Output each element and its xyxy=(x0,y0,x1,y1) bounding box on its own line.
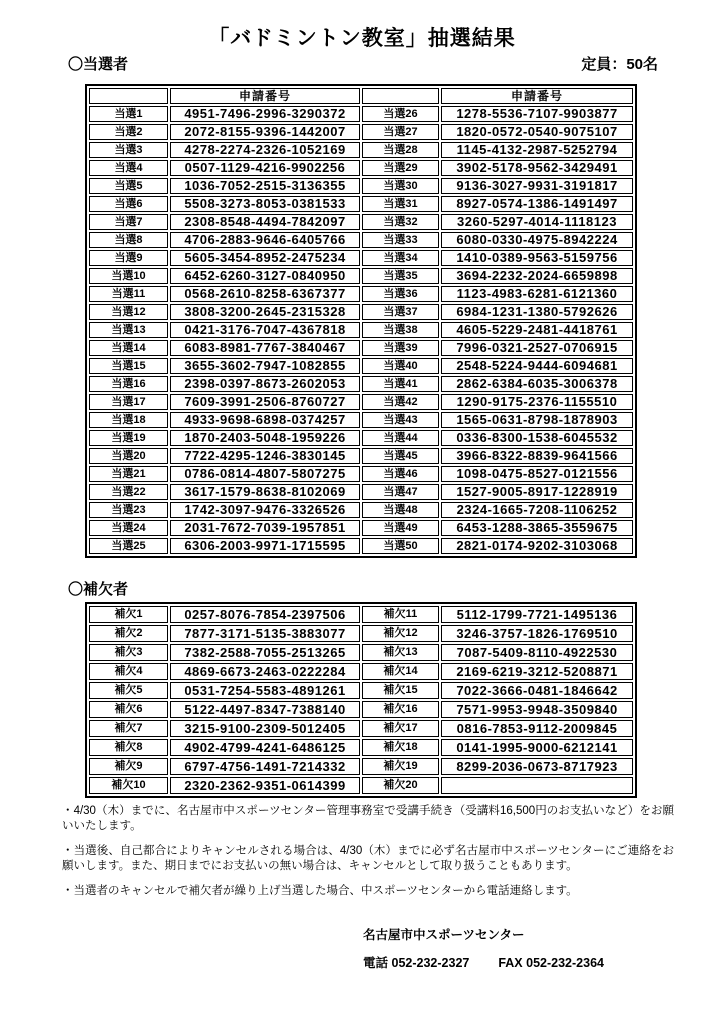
organization-name: 名古屋市中スポーツセンター xyxy=(363,928,525,942)
application-number-header: 申請番号 xyxy=(170,88,360,104)
winner-row xyxy=(89,142,633,158)
application-number-cell: 7877-3171-5135-3883077 xyxy=(170,625,360,642)
entry-label-cell: 補欠12 xyxy=(362,625,439,642)
application-number-cell: 5508-3273-8053-0381533 xyxy=(170,196,360,212)
application-number-cell: 2862-6384-6035-3006378 xyxy=(441,376,633,392)
entry-label-cell: 当選26 xyxy=(362,106,439,122)
winners-heading: 〇当選者 xyxy=(68,56,129,73)
entry-label-cell: 当選2 xyxy=(89,124,168,140)
entry-label-cell: 当選50 xyxy=(362,538,439,554)
entry-label-cell: 当選7 xyxy=(89,214,168,230)
winners-table xyxy=(85,84,637,558)
waitlist-row xyxy=(89,720,633,737)
footer-contact xyxy=(363,928,604,971)
waitlist-heading: 〇補欠者 xyxy=(68,581,129,598)
entry-label-cell: 当選47 xyxy=(362,484,439,500)
waitlist-row xyxy=(89,644,633,661)
application-number-cell: 4933-9698-6898-0374257 xyxy=(170,412,360,428)
application-number-cell: 7022-3666-0481-1846642 xyxy=(441,682,633,699)
entry-label-cell: 補欠4 xyxy=(89,663,168,680)
winner-row xyxy=(89,430,633,446)
entry-label-cell: 補欠8 xyxy=(89,739,168,756)
winner-row xyxy=(89,538,633,554)
application-number-cell: 8927-0574-1386-1491497 xyxy=(441,196,633,212)
notes-block xyxy=(62,804,674,910)
application-number-cell: 3966-8322-8839-9641566 xyxy=(441,448,633,464)
application-number-cell: 2324-1665-7208-1106252 xyxy=(441,502,633,518)
application-number-cell: 7382-2588-7055-2513265 xyxy=(170,644,360,661)
application-number-cell: 1145-4132-2987-5252794 xyxy=(441,142,633,158)
application-number-cell: 6453-1288-3865-3559675 xyxy=(441,520,633,536)
entry-label-cell: 当選9 xyxy=(89,250,168,266)
entry-label-cell: 当選27 xyxy=(362,124,439,140)
waitlist-table xyxy=(85,602,637,798)
winner-row xyxy=(89,502,633,518)
waitlist-row xyxy=(89,663,633,680)
entry-label-cell: 当選6 xyxy=(89,196,168,212)
entry-label-cell: 当選15 xyxy=(89,358,168,374)
winner-row xyxy=(89,358,633,374)
winner-row xyxy=(89,304,633,320)
winner-row xyxy=(89,412,633,428)
waitlist-row xyxy=(89,682,633,699)
waitlist-row xyxy=(89,606,633,623)
application-number-cell: 3260-5297-4014-1118123 xyxy=(441,214,633,230)
entry-label-cell: 当選25 xyxy=(89,538,168,554)
entry-label-cell: 補欠3 xyxy=(89,644,168,661)
entry-label-cell: 当選22 xyxy=(89,484,168,500)
application-number-cell: 9136-3027-9931-3191817 xyxy=(441,178,633,194)
entry-label-cell: 当選41 xyxy=(362,376,439,392)
application-number-cell: 6080-0330-4975-8942224 xyxy=(441,232,633,248)
application-number-cell: 1278-5536-7107-9903877 xyxy=(441,106,633,122)
application-number-cell: 2821-0174-9202-3103068 xyxy=(441,538,633,554)
winner-row xyxy=(89,124,633,140)
entry-label-cell: 補欠7 xyxy=(89,720,168,737)
entry-label-cell: 補欠14 xyxy=(362,663,439,680)
entry-label-cell: 当選3 xyxy=(89,142,168,158)
application-number-cell: 2308-8548-4494-7842097 xyxy=(170,214,360,230)
application-number-cell: 7609-3991-2506-8760727 xyxy=(170,394,360,410)
entry-label-cell: 当選17 xyxy=(89,394,168,410)
application-number-cell: 0568-2610-8258-6367377 xyxy=(170,286,360,302)
application-number-cell: 4951-7496-2996-3290372 xyxy=(170,106,360,122)
application-number-cell: 1290-9175-2376-1155510 xyxy=(441,394,633,410)
entry-label-cell: 当選31 xyxy=(362,196,439,212)
entry-label-cell: 当選8 xyxy=(89,232,168,248)
entry-label-cell: 当選49 xyxy=(362,520,439,536)
application-number-cell: 0336-8300-1538-6045532 xyxy=(441,430,633,446)
application-number-cell: 0531-7254-5583-4891261 xyxy=(170,682,360,699)
application-number-cell: 2320-2362-9351-0614399 xyxy=(170,777,360,794)
capacity-label: 定員：50名 xyxy=(581,56,658,73)
entry-label-cell: 当選19 xyxy=(89,430,168,446)
application-number-cell: 3617-1579-8638-8102069 xyxy=(170,484,360,500)
phone-label: 電話 xyxy=(363,956,389,970)
winner-row xyxy=(89,178,633,194)
application-number-cell: 5112-1799-7721-1495136 xyxy=(441,606,633,623)
application-number-cell: 7722-4295-1246-3830145 xyxy=(170,448,360,464)
entry-label-cell: 補欠13 xyxy=(362,644,439,661)
application-number-cell: 1410-0389-9563-5159756 xyxy=(441,250,633,266)
application-number-cell: 1036-7052-2515-3136355 xyxy=(170,178,360,194)
application-number-cell: 1123-4983-6281-6121360 xyxy=(441,286,633,302)
winner-row xyxy=(89,160,633,176)
application-number-cell: 2548-5224-9444-6094681 xyxy=(441,358,633,374)
application-number-cell: 4278-2274-2326-1052169 xyxy=(170,142,360,158)
entry-label-cell: 当選48 xyxy=(362,502,439,518)
application-number-cell: 1527-9005-8917-1228919 xyxy=(441,484,633,500)
entry-label-cell: 当選33 xyxy=(362,232,439,248)
entry-label-cell: 当選40 xyxy=(362,358,439,374)
application-number-cell: 3215-9100-2309-5012405 xyxy=(170,720,360,737)
application-number-cell: 5605-3454-8952-2475234 xyxy=(170,250,360,266)
entry-label-cell: 当選13 xyxy=(89,322,168,338)
waitlist-row xyxy=(89,701,633,718)
entry-label-cell: 補欠6 xyxy=(89,701,168,718)
application-number-cell: 6083-8981-7767-3840467 xyxy=(170,340,360,356)
application-number-cell: 0507-1129-4216-9902256 xyxy=(170,160,360,176)
waitlist-row xyxy=(89,739,633,756)
winner-row xyxy=(89,466,633,482)
entry-label-cell: 補欠9 xyxy=(89,758,168,775)
application-number-cell: 1820-0572-0540-9075107 xyxy=(441,124,633,140)
note-callup: ・当選者のキャンセルで補欠者が繰り上げ当選した場合、中スポーツセンターから電話連絡します。 xyxy=(62,885,578,897)
entry-label-cell: 当選39 xyxy=(362,340,439,356)
entry-label-cell: 当選28 xyxy=(362,142,439,158)
application-number-cell: 6797-4756-1491-7214332 xyxy=(170,758,360,775)
note-cancel: ・当選後、自己都合によりキャンセルされる場合は、4/30（木）までに必ず名古屋市中スポーツセンターにご連絡をお願いします。また、期日までにお支払いの無い場合は、キャンセルとして取り扱うこともあります。 xyxy=(62,845,674,872)
entry-label-cell: 当選38 xyxy=(362,322,439,338)
winner-row xyxy=(89,376,633,392)
application-number-cell: 0257-8076-7854-2397506 xyxy=(170,606,360,623)
application-number-cell: 4706-2883-9646-6405766 xyxy=(170,232,360,248)
entry-label-cell: 補欠2 xyxy=(89,625,168,642)
page-title: 「バドミントン教室」抽選結果 xyxy=(208,27,516,50)
application-number-cell: 5122-4497-8347-7388140 xyxy=(170,701,360,718)
winners-header-row xyxy=(89,88,633,104)
entry-label-cell: 当選36 xyxy=(362,286,439,302)
entry-label-cell: 当選37 xyxy=(362,304,439,320)
entry-label-cell: 当選43 xyxy=(362,412,439,428)
application-number-cell: 2169-6219-3212-5208871 xyxy=(441,663,633,680)
application-number-cell: 6452-6260-3127-0840950 xyxy=(170,268,360,284)
entry-label-cell: 補欠19 xyxy=(362,758,439,775)
entry-label-cell: 当選16 xyxy=(89,376,168,392)
application-number-cell: 0816-7853-9112-2009845 xyxy=(441,720,633,737)
empty-diagonal-cell xyxy=(441,777,633,794)
entry-label-cell: 補欠5 xyxy=(89,682,168,699)
note-payment: ・4/30（木）までに、名古屋市中スポーツセンター管理事務室で受講手続き（受講料16,500円のお支払いなど）をお願いいたします。 xyxy=(62,805,674,832)
application-number-cell: 1742-3097-9476-3326526 xyxy=(170,502,360,518)
application-number-cell: 4605-5229-2481-4418761 xyxy=(441,322,633,338)
entry-label-cell: 当選44 xyxy=(362,430,439,446)
application-number-cell: 3655-3602-7947-1082855 xyxy=(170,358,360,374)
application-number-cell: 2398-0397-8673-2602053 xyxy=(170,376,360,392)
application-number-cell: 4902-4799-4241-6486125 xyxy=(170,739,360,756)
winner-row xyxy=(89,520,633,536)
entry-label-cell: 補欠15 xyxy=(362,682,439,699)
application-number-cell: 0141-1995-9000-6212141 xyxy=(441,739,633,756)
application-number-cell: 6984-1231-1380-5792626 xyxy=(441,304,633,320)
entry-label-cell: 当選18 xyxy=(89,412,168,428)
entry-label-cell: 当選11 xyxy=(89,286,168,302)
entry-label-cell: 当選46 xyxy=(362,466,439,482)
phone-fax-line xyxy=(363,956,604,971)
entry-label-cell: 当選4 xyxy=(89,160,168,176)
application-number-cell: 7571-9953-9948-3509840 xyxy=(441,701,633,718)
entry-label-cell: 当選14 xyxy=(89,340,168,356)
entry-label-cell: 当選45 xyxy=(362,448,439,464)
entry-label-cell: 当選24 xyxy=(89,520,168,536)
winner-row xyxy=(89,394,633,410)
diagonal-blank-cell xyxy=(362,88,439,104)
entry-label-cell: 当選23 xyxy=(89,502,168,518)
entry-label-cell: 当選35 xyxy=(362,268,439,284)
application-number-header: 申請番号 xyxy=(441,88,633,104)
winner-row xyxy=(89,340,633,356)
waitlist-row xyxy=(89,777,633,794)
application-number-cell: 4869-6673-2463-0222284 xyxy=(170,663,360,680)
winner-row xyxy=(89,106,633,122)
phone-number: 052-232-2327 xyxy=(391,956,470,970)
application-number-cell: 8299-2036-0673-8717923 xyxy=(441,758,633,775)
entry-label-cell: 当選20 xyxy=(89,448,168,464)
application-number-cell: 3246-3757-1826-1769510 xyxy=(441,625,633,642)
entry-label-cell: 補欠17 xyxy=(362,720,439,737)
winner-row xyxy=(89,214,633,230)
application-number-cell: 2031-7672-7039-1957851 xyxy=(170,520,360,536)
entry-label-cell: 補欠16 xyxy=(362,701,439,718)
fax-label: FAX xyxy=(498,956,523,970)
entry-label-cell: 当選42 xyxy=(362,394,439,410)
application-number-cell: 6306-2003-9971-1715595 xyxy=(170,538,360,554)
winner-row xyxy=(89,196,633,212)
winners-heading-row xyxy=(68,53,658,74)
entry-label-cell: 当選10 xyxy=(89,268,168,284)
entry-label-cell: 当選30 xyxy=(362,178,439,194)
application-number-cell: 0421-3176-7047-4367818 xyxy=(170,322,360,338)
application-number-cell: 1098-0475-8527-0121556 xyxy=(441,466,633,482)
entry-label-cell: 当選34 xyxy=(362,250,439,266)
entry-label-cell: 補欠18 xyxy=(362,739,439,756)
winner-row xyxy=(89,232,633,248)
entry-label-cell: 当選12 xyxy=(89,304,168,320)
application-number-cell: 3902-5178-9562-3429491 xyxy=(441,160,633,176)
winner-row xyxy=(89,484,633,500)
application-number-cell: 7996-0321-2527-0706915 xyxy=(441,340,633,356)
entry-label-cell: 当選29 xyxy=(362,160,439,176)
entry-label-cell: 当選21 xyxy=(89,466,168,482)
winner-row xyxy=(89,286,633,302)
entry-label-cell: 当選32 xyxy=(362,214,439,230)
application-number-cell: 2072-8155-9396-1442007 xyxy=(170,124,360,140)
application-number-cell: 1565-0631-8798-1878903 xyxy=(441,412,633,428)
waitlist-row xyxy=(89,625,633,642)
winner-row xyxy=(89,448,633,464)
entry-label-cell: 当選5 xyxy=(89,178,168,194)
entry-label-cell: 当選1 xyxy=(89,106,168,122)
diagonal-blank-cell xyxy=(89,88,168,104)
entry-label-cell: 補欠1 xyxy=(89,606,168,623)
application-number-cell: 3694-2232-2024-6659898 xyxy=(441,268,633,284)
application-number-cell: 3808-3200-2645-2315328 xyxy=(170,304,360,320)
waitlist-row xyxy=(89,758,633,775)
entry-label-cell: 補欠11 xyxy=(362,606,439,623)
application-number-cell: 0786-0814-4807-5807275 xyxy=(170,466,360,482)
entry-label-cell: 補欠20 xyxy=(362,777,439,794)
winner-row xyxy=(89,322,633,338)
application-number-cell: 1870-2403-5048-1959226 xyxy=(170,430,360,446)
entry-label-cell: 補欠10 xyxy=(89,777,168,794)
application-number-cell: 7087-5409-8110-4922530 xyxy=(441,644,633,661)
winner-row xyxy=(89,268,633,284)
fax-number: 052-232-2364 xyxy=(526,956,604,970)
winner-row xyxy=(89,250,633,266)
